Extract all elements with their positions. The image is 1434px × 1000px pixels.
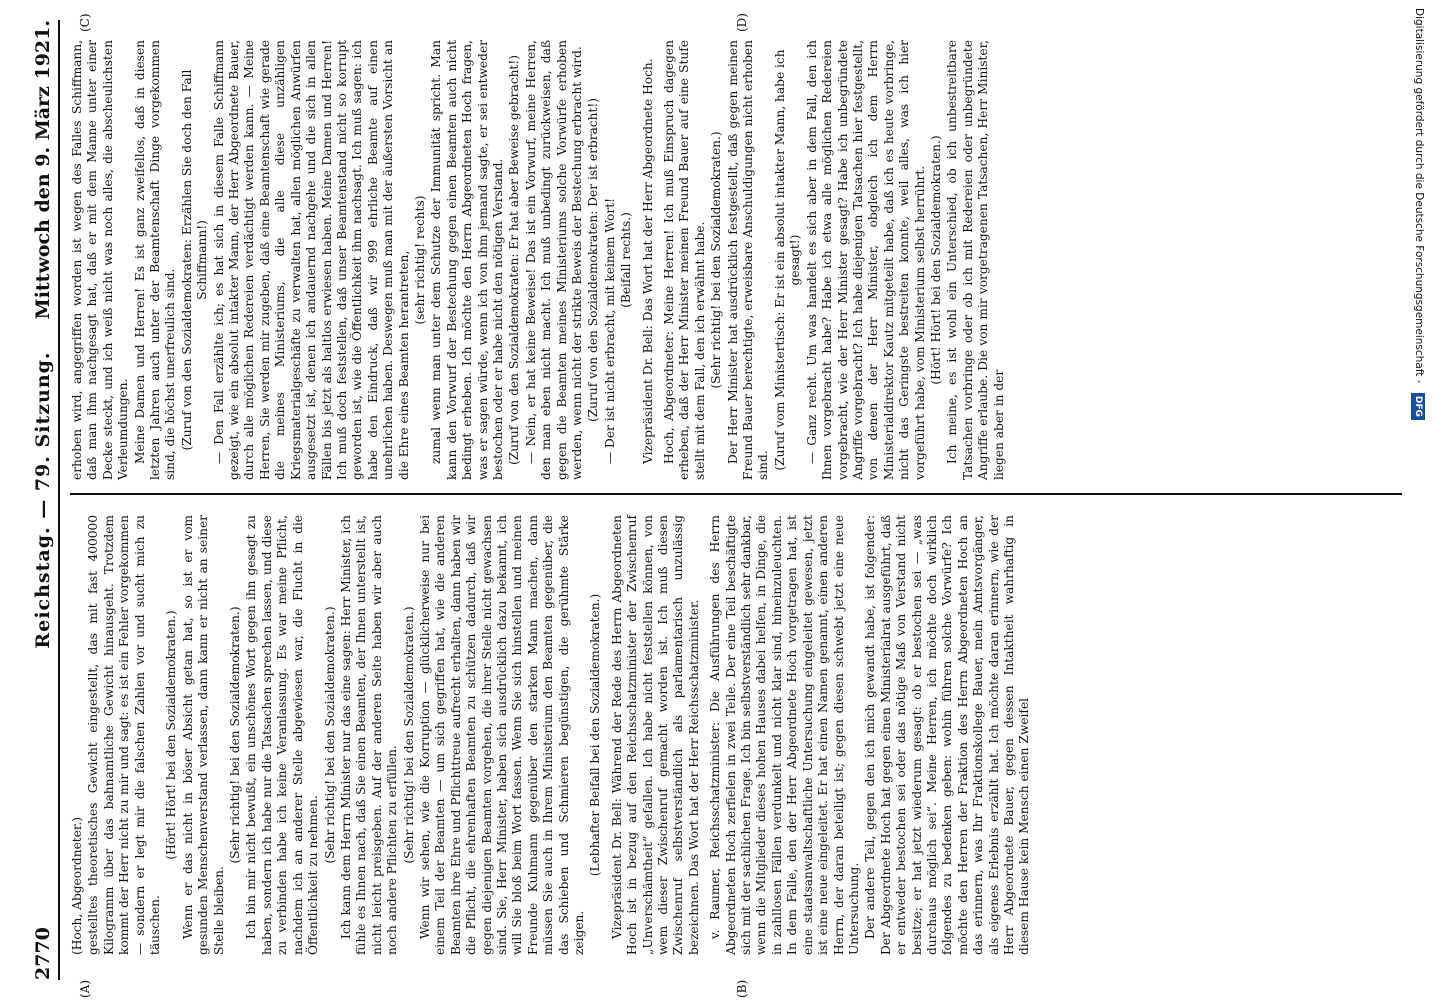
page-number: 2770 bbox=[32, 927, 54, 980]
margin-marker-c: (C) bbox=[78, 13, 92, 32]
right-text-column bbox=[70, 40, 1008, 480]
credit-text: Digitalisierung gefördert durch die Deutsche Forschungsgemeinschaft - bbox=[1413, 8, 1425, 384]
right-column-paragraph: Ich meine, es ist wohl ein Unterschied, ob ich unbestreitbare Tatsachen vorbringe oder ob ich mit Redereien oder unbegründete Angriffe erlaube. Die von mir vorgetragenen Tatsachen, Herr Minister, liegen aber in der bbox=[945, 40, 1006, 480]
digitization-credit bbox=[1406, 8, 1432, 993]
left-column-paragraph: gestelltes theoretisches Gewicht eingestellt, das mit fast 400000 Kilogramm über das bahnamtliche Gewicht hinausgeht. Trotzdem kommt der Herr nicht zu mir und sagt: es ist ein Fehler vorgekommen — sondern er legt mir die falschen Zahlen vor und sucht mich zu täuschen. bbox=[86, 515, 163, 955]
left-column-paragraph: v. Raumer, Reichsschatzminister: Die Ausführungen des Herrn Abgeordneten Hoch zerfielen in zwei Teile. Der eine Teil beschäftigte sich mit der sachlichen Frage. Ich bin selbstverständlich sehr dankbar, wenn die Mitglieder dieses hohen Hauses dabei helfen, in Dinge, die in zahllosen Fällen verdunkelt und nicht klar sind, hineinzuleuchten. In dem Falle, den der Herr Abgeordnete Hoch vorgetragen hat, ist eine staatsanwaltschaftliche Untersuchung eingeleitet gewesen, jetzt ist eine neue eingeleitet. Er hat einen Namen genannt, einen anderen Herrn, der daran beteiligt ist; gegen diesen schwebt jetzt eine neue Untersuchung. bbox=[708, 515, 861, 955]
right-column-paragraph: Der Herr Minister hat ausdrücklich festgestellt, daß gegen meinen Freund Bauer berechtigte, erweisbare Anschuldigungen nicht erhoben sind. bbox=[725, 40, 771, 480]
left-column-paragraph: (Sehr richtig! bei den Sozialdemokraten.) bbox=[322, 606, 337, 864]
margin-marker-d: (D) bbox=[735, 13, 749, 32]
right-column-paragraph: Vizepräsident Dr. Bell: Das Wort hat der Herr Abgeordnete Hoch. bbox=[640, 58, 655, 464]
column-divider bbox=[70, 493, 1402, 495]
left-text-column bbox=[70, 515, 1034, 955]
right-column-paragraph: (sehr richtig! rechts) bbox=[412, 195, 427, 325]
right-column-paragraph: (Zuruf von den Sozialdemokraten: Er hat aber Beweise gebracht!) bbox=[507, 55, 522, 465]
left-column-paragraph: Ich kann dem Herrn Minister nur das eine sagen: Herr Minister, ich fühle es Ihnen nach, daß Sie einen Beamten, der Ihnen unterstellt ist, nicht leicht preisgeben. Auf der anderen Seite haben wir aber auch noch andere Pflichten zu erfüllen. bbox=[338, 515, 400, 955]
right-column-paragraph: Meine Damen und Herren! Es ist ganz zweifellos, daß in diesen letzten Jahren auch unter der Beamtenschaft Dinge vorgekommen sind, die höchst unerfreulich sind. bbox=[132, 40, 178, 480]
margin-marker-b: (B) bbox=[735, 979, 749, 998]
right-column-paragraph: — Nein, er hat keine Beweise! Das ist ein Vorwurf, meine Herren, den man eben nicht macht. Ich muß unbedingt zurückweisen, daß gegen die Beamten meines Ministeriums solche Vorwürfe erhoben werden, wenn nicht der strikte Beweis der Bestechung erbracht wird. bbox=[523, 40, 584, 480]
left-column-paragraph: (Hoch, Abgeordneter.) bbox=[70, 816, 84, 955]
left-column-paragraph: Wenn er das nicht in böser Absicht getan hat, so ist er vom gesunden Menschenverstand verlassen, dann kann er nicht an seiner Stelle bleiben. bbox=[180, 515, 226, 955]
right-column-paragraph: (Beifall rechts.) bbox=[619, 212, 634, 308]
left-column-paragraph: (Hört! Hört! bei den Sozialdemokraten.) bbox=[164, 610, 179, 860]
right-column-paragraph: — Der ist nicht erbracht, mit keinem Wort! bbox=[602, 198, 617, 464]
right-column-paragraph: (Zuruf von den Sozialdemokraten: Der ist erbracht!) bbox=[586, 97, 601, 423]
right-column-paragraph: (Zuruf vom Ministertisch: Er ist ein absolut intakter Mann, habe ich gesagt!) bbox=[772, 49, 803, 471]
right-column-paragraph: — Ganz recht. Um was handelt es sich aber in dem Fall, den ich Ihnen vorgebracht habe? Habe ich etwa alle möglichen Redereien vorgebracht, wie der Herr Minister gesagt? Habe ich unbegründete Angriffe vorgebracht? Ich habe diejenigen Tatsachen hier festgestellt, von denen der Herr Minister, obgleich ich dem Herrn Ministerialdirektor Kautz mitgeteilt habe, daß ich es heute vorbringe, nicht das Geringste bestreiten konnte, weil alles, was ich hier vorgeführt habe, vom Ministerium selbst herrührt. bbox=[804, 40, 927, 480]
right-column-paragraph: (Zuruf von den Sozialdemokraten: Erzählen Sie doch den Fall Schiffmann!) bbox=[179, 69, 210, 451]
right-column-paragraph: zumal wenn man unter dem Schutze der Immunität spricht. Man kann den Vorwurf der Bestechung gegen einen Beamten auch nicht bedingt erheben. Ich möchte den Herrn Abgeordneten Hoch fragen, was er sagen würde, wenn ich von ihm jemand sagte, er sei entweder bestochen oder er habe nicht den nötigen Verstand. bbox=[429, 40, 505, 480]
right-column-paragraph: erhoben wird, angegriffen worden ist wegen des Falles Schiffmann, daß man ihm nachgesagt hat, daß er mit dem Manne unter einer Decke steckt, und ich weiß nicht was noch alles, die abscheulichsten Verleumdungen. bbox=[70, 40, 131, 480]
left-column-paragraph: Wenn wir sehen, wie die Korruption — glücklicherweise nur bei einem Teil der Beamten — um sich gegriffen hat, wie die anderen Beamten ihre Ehre und Pflichttreue aufrecht erhalten, dann haben wir die Pflicht, die ehrenhaften Beamten zu schützen dadurch, daß wir gegen diejenigen Beamten vorgehen, die ihrer Stelle nicht gewachsen sind. Sie, Herr Minister, haben sich ausdrücklich dazu bekannt, ich will Sie bloß beim Wort fassen. Wenn Sie sich hinstellen und meinen Freunde Kuhmann gegenüber den starken Mann machen, dann müssen Sie auch in Ihrem Ministerium den Beamten gegenüber, die das Schieben und Schmieren begünstigen, die gerühmte Stärke zeigen. bbox=[417, 515, 586, 955]
session-title: Reichstag. — 79. Sitzung. bbox=[32, 351, 54, 649]
left-column-paragraph: (Lebhafter Beifall bei den Sozialdemokraten.) bbox=[588, 593, 603, 877]
left-column-paragraph: (Sehr richtig! bei den Sozialdemokraten.) bbox=[228, 606, 243, 864]
left-column-paragraph: Ich bin mir nicht bewußt, ein unschönes Wort gegen ihn gesagt zu haben, sondern ich habe nur die Tatsachen sprechen lassen, und diese zu verbinden habe ich keine Veranlassung. Es war meine Pflicht, nachdem ich an anderer Stelle abgewiesen war, die Flucht in die Öffentlichkeit zu nehmen. bbox=[244, 515, 321, 955]
right-column-paragraph: (Hört! Hört! bei den Sozialdemokraten.) bbox=[928, 135, 943, 385]
right-column-paragraph: Hoch, Abgeordneter: Meine Herren! Ich muß Einspruch dagegen erheben, daß der Herr Minister meinen Freund Bauer auf eine Stufe stellt mit dem Fall, den ich erwähnt habe. bbox=[662, 40, 707, 480]
page-header bbox=[18, 20, 60, 980]
margin-marker-a: (A) bbox=[78, 979, 92, 998]
dfg-logo: DFG bbox=[1411, 393, 1425, 420]
left-column-paragraph: Vizepräsident Dr. Bell: Während der Rede des Herrn Abgeordneten Hoch ist in bezug auf den Reichsschatzminister der Zwischenruf „Unverschämtheit“ gefallen. Ich habe nicht feststellen können, von wem dieser Zwischenruf gemacht worden ist. Ich muß diesen Zwischenruf selbstverständlich als parlamentarisch unzulässig bezeichnen. Das Wort hat der Herr Reichsschatzminister. bbox=[609, 515, 701, 955]
session-date: Mittwoch den 9. März 1921. bbox=[32, 20, 54, 320]
left-column-paragraph: Der andere Teil, gegen den ich mich gewandt habe, ist folgender: Der Abgeordnete Hoch hat gegen einen Ministerialrat ausgeführt, daß er entweder bestochen sei oder das nötige Maß von Verstand nicht besitze; er hat jetzt wiederum gesagt: ob er bestochen sei — „was durchaus möglich sei“. Meine Herren, ich möchte doch wirklich folgendes zu bedenken geben: wohin führen solche Vorwürfe? Ich möchte den Herren der Fraktion des Herrn Abgeordneten Hoch an das erinnern, was Ihr Fraktionskollege Bauer, mein Amtsvorgänger, als eigenes Erlebnis erzählt hat. Ich möchte daran erinnern, wie der Herr Abgeordnete Bauer, gegen dessen Intaktheit wahrhaftig in diesem Hause kein Mensch einen Zweifel bbox=[863, 515, 1032, 955]
right-column-paragraph: — Den Fall erzählte ich; es hat sich in diesem Falle Schiffmann gezeigt, wie ein absolut intakter Mann, der Herr Abgeordnete Bauer, durch alle möglichen Redereien verdächtigt werden kann. — Meine Herren, Sie werden mir zugeben, daß eine Beamtenschaft wie gerade die meines Ministeriums, die alle diese unzähligen Kriegsmaterialgeschäfte zu verwalten hat, allen möglichen Anwürfen ausgesetzt ist, denen ich andauernd nachgehe und die sich in allen Fällen bis jetzt als haltlos erwiesen haben. Meine Damen und Herren! Ich muß doch feststellen, daß unser Beamtenstand nicht so korrupt geworden ist, wie die Öffentlichkeit ihm nachsagt. Ich muß sagen: ich habe den Eindruck, daß wir 999 ehrliche Beamte auf einen unehrlichen haben. Deswegen muß man mit der äußersten Vorsicht an die Ehre eines Beamten herantreten, bbox=[211, 40, 411, 480]
left-column-paragraph: (Sehr richtig! bei den Sozialdemokraten.) bbox=[401, 606, 416, 864]
right-column-paragraph: (Sehr richtig! bei den Sozialdemokraten.) bbox=[709, 131, 724, 389]
